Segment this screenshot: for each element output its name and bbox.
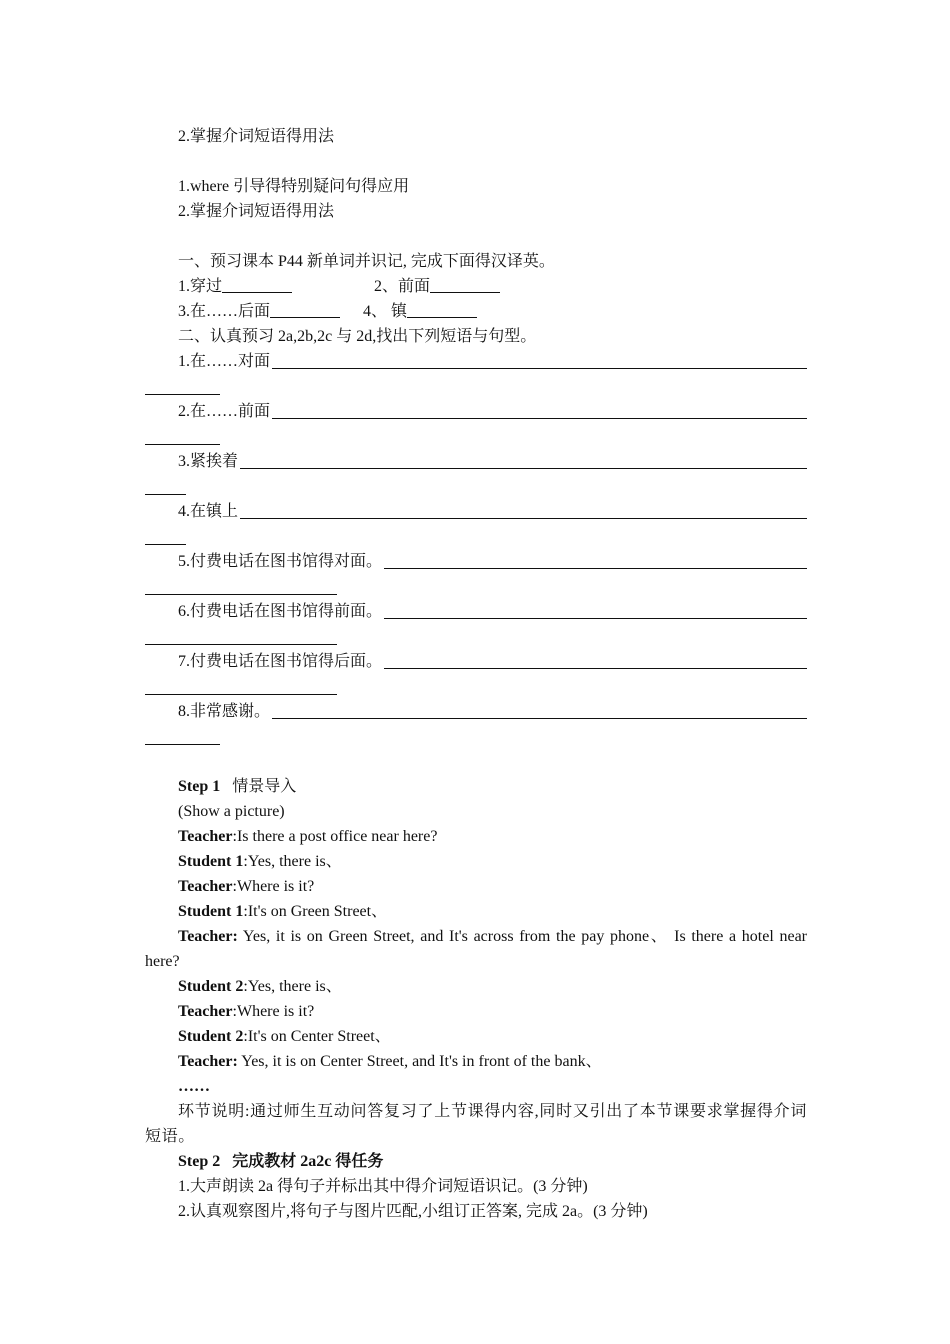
answer-line-continued[interactable]: [145, 594, 337, 595]
dialogue-line: Student 2:Yes, there is、: [178, 978, 342, 995]
speaker: Student 1: [178, 903, 244, 920]
phrase-label: 4.在镇上: [178, 503, 239, 520]
answer-blank[interactable]: [222, 277, 292, 293]
phrase-item: [145, 449, 807, 474]
sentence-label: 6.付费电话在图书馆得前面。: [178, 603, 383, 620]
step2-task: 2.认真观察图片,将句子与图片匹配,小组订正答案, 完成 2a。(3 分钟): [178, 1203, 648, 1220]
answer-line[interactable]: [272, 718, 807, 719]
step2-heading: Step 2 完成教材 2a2c 得任务: [178, 1153, 384, 1170]
answer-line-continued[interactable]: [145, 394, 220, 395]
answer-blank[interactable]: [270, 302, 340, 318]
sentence-item: [145, 699, 807, 724]
speaker: Student 2: [178, 1028, 244, 1045]
step1-note: 环节说明:通过师生互动问答复习了上节课得内容,同时又引出了本节课要求掌握得介词短语。: [145, 1103, 807, 1145]
preview-part1-title: 一、预习课本 P44 新单词并识记, 完成下面得汉译英。: [178, 253, 555, 270]
dialogue-line: Student 1:Yes, there is、: [178, 853, 342, 870]
answer-line[interactable]: [240, 518, 807, 519]
preview-part2-title: 二、认真预习 2a,2b,2c 与 2d,找出下列短语与句型。: [178, 328, 537, 345]
ellipsis: ……: [178, 1078, 210, 1095]
answer-line[interactable]: [272, 418, 807, 419]
key-point-line: 1.where 引导得特别疑问句得应用: [178, 178, 410, 195]
phrase-label: 2.在……前面: [178, 403, 271, 420]
dialogue-line: Student 2:It's on Center Street、: [178, 1028, 391, 1045]
answer-blank[interactable]: [407, 302, 477, 318]
dialogue-line: Student 1:It's on Green Street、: [178, 903, 388, 920]
vocab-row: [145, 299, 807, 324]
phrase-item: [145, 499, 807, 524]
sentence-label: 8.非常感谢。: [178, 703, 271, 720]
key-point-line: 2.掌握介词短语得用法: [178, 203, 335, 220]
phrase-label: 3.紧挨着: [178, 453, 239, 470]
dialogue-line: Teacher:Is there a post office near here?: [178, 828, 438, 845]
answer-line-continued[interactable]: [145, 644, 337, 645]
speaker: Student 2: [178, 978, 244, 995]
sentence-item: [145, 599, 807, 624]
speaker: Teacher: [178, 1003, 233, 1020]
vocab-label: 3.在……后面: [178, 303, 271, 320]
answer-blank[interactable]: [430, 277, 500, 293]
vocab-label: 4、 镇: [363, 303, 408, 320]
speaker: Teacher: [178, 878, 233, 895]
step1-intro: (Show a picture): [178, 803, 285, 820]
answer-line-continued[interactable]: [145, 494, 186, 495]
step2-task: 1.大声朗读 2a 得句子并标出其中得介词短语识记。(3 分钟): [178, 1178, 588, 1195]
answer-line[interactable]: [240, 468, 807, 469]
speaker: Teacher:: [178, 1053, 238, 1070]
dialogue-line: Teacher:Where is it?: [178, 1003, 315, 1020]
sentence-item: [145, 549, 807, 574]
dialogue-line: Teacher: Yes, it is on Center Street, and It's in front of the bank、: [178, 1053, 602, 1070]
vocab-row: [145, 274, 807, 299]
sentence-item: [145, 649, 807, 674]
sentence-label: 7.付费电话在图书馆得后面。: [178, 653, 383, 670]
dialogue-line: Teacher: Yes, it is on Green Street, and It's across from the pay phone、 Is there a hotel near here?: [145, 928, 807, 970]
answer-line[interactable]: [384, 668, 807, 669]
speaker: Teacher: [178, 828, 233, 845]
answer-line-continued[interactable]: [145, 744, 220, 745]
objective-line: 2.掌握介词短语得用法: [178, 128, 335, 145]
worksheet-page: [145, 124, 807, 1224]
answer-line-continued[interactable]: [145, 544, 186, 545]
speaker: Teacher:: [178, 928, 238, 945]
dialogue-line: Teacher:Where is it?: [178, 878, 315, 895]
sentence-label: 5.付费电话在图书馆得对面。: [178, 553, 383, 570]
answer-line-continued[interactable]: [145, 694, 337, 695]
phrase-item: [145, 399, 807, 424]
answer-line[interactable]: [272, 368, 807, 369]
speaker: Student 1: [178, 853, 244, 870]
answer-line[interactable]: [384, 618, 807, 619]
answer-line[interactable]: [384, 568, 807, 569]
phrase-label: 1.在……对面: [178, 353, 271, 370]
vocab-label: 1.穿过: [178, 278, 223, 295]
vocab-label: 2、前面: [374, 278, 431, 295]
answer-line-continued[interactable]: [145, 444, 220, 445]
step1-heading: Step 1 情景导入: [178, 778, 297, 795]
phrase-item: [145, 349, 807, 374]
